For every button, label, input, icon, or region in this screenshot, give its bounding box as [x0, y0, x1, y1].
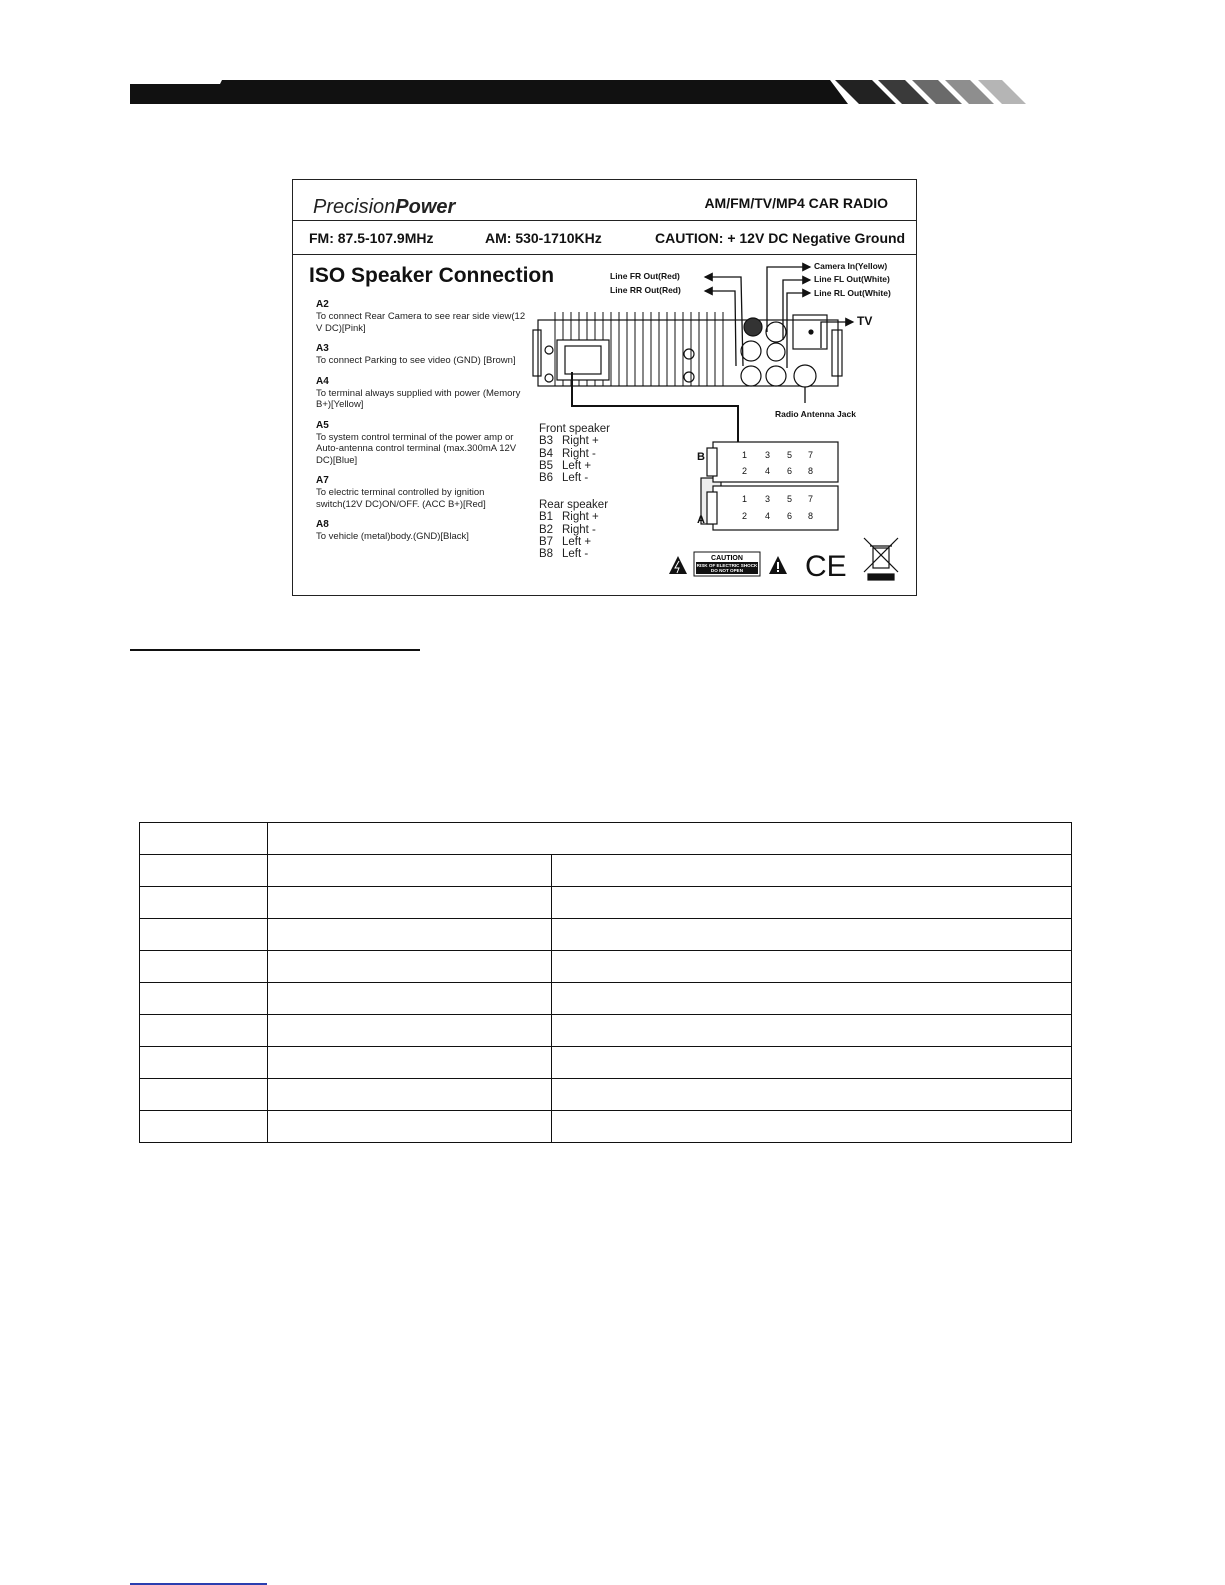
table-row: [140, 855, 1072, 887]
table-row: [140, 919, 1072, 951]
pin-number: 3: [765, 450, 771, 460]
caution-box-line2: DO NOT OPEN: [710, 568, 744, 573]
pin-number: 7: [808, 450, 814, 460]
camera-in-label: Camera In(Yellow): [814, 261, 888, 271]
line-rr-label: Line RR Out(Red): [610, 285, 681, 295]
table-cell: [268, 1111, 552, 1143]
table-cell: [140, 823, 268, 855]
pin-code: A7: [316, 475, 329, 486]
head-unit-rear: [533, 312, 842, 387]
table-cell: [140, 983, 268, 1015]
wiring-diagram: [293, 180, 918, 597]
pin-desc: To connect Rear Camera to see rear side view(12 V DC)[Pink]: [316, 311, 526, 334]
speaker-row: B1 Right +: [539, 511, 599, 524]
pin-code: A4: [316, 375, 329, 387]
table-cell: [552, 887, 1072, 919]
antenna-label: Radio Antenna Jack: [775, 409, 856, 419]
speaker-row: B8 Left -: [539, 548, 589, 561]
speaker-row: B4 Right -: [539, 447, 596, 460]
pin-desc: To system control terminal of the power amp or Auto-antenna control terminal (max.300mA 12V DC)[Blue]: [316, 431, 517, 466]
table-cell: [552, 983, 1072, 1015]
tv-label: TV: [857, 314, 873, 328]
table-cell: [552, 1047, 1072, 1079]
pin-code: A2: [316, 299, 329, 310]
weee-bin-icon: [864, 538, 898, 580]
header-band: [130, 80, 1070, 104]
pin-number: 5: [787, 450, 793, 460]
connector-a-label: A: [697, 514, 705, 526]
pin-number: 4: [765, 466, 771, 476]
table-cell: [140, 855, 268, 887]
table-cell: [552, 855, 1072, 887]
table-cell: [268, 919, 552, 951]
table-cell: [140, 1015, 268, 1047]
table-cell: [268, 951, 552, 983]
speaker-row: B7 Left +: [539, 535, 592, 548]
line-rl-label: Line RL Out(White): [814, 288, 891, 298]
table-cell: [552, 1111, 1072, 1143]
pin-desc: To electric terminal controlled by ignition switch(12V DC)ON/OFF. (ACC B+)[Red]: [316, 487, 486, 510]
table-cell: [268, 823, 1072, 855]
table-row: [140, 1015, 1072, 1047]
pin-desc: To terminal always supplied with power (Memory B+)[Yellow]: [316, 387, 521, 410]
table-row: [140, 983, 1072, 1015]
pin-number: 3: [765, 494, 771, 504]
pin-code: A5: [316, 419, 329, 431]
table-cell: [268, 983, 552, 1015]
brand-logo: PrecisionPower: [313, 196, 456, 218]
pin-number: 7: [808, 494, 814, 504]
pin-code: A8: [316, 519, 329, 530]
pin-number: 4: [765, 511, 771, 521]
iso-title: ISO Speaker Connection: [309, 264, 555, 287]
pin-number: 6: [787, 511, 793, 521]
connection-table: [139, 822, 1072, 1143]
table-cell: [552, 951, 1072, 983]
pin-number: 5: [787, 494, 793, 504]
pin-number: 1: [742, 450, 748, 460]
caution-box-title: CAUTION: [711, 555, 743, 562]
table-cell: [268, 1015, 552, 1047]
pin-number: 1: [742, 494, 748, 504]
line-fr-label: Line FR Out(Red): [610, 271, 680, 281]
table-cell: [552, 1015, 1072, 1047]
table-row: [140, 1111, 1072, 1143]
front-speaker-title: Front speaker: [539, 423, 610, 435]
table-cell: [552, 1079, 1072, 1111]
am-range: AM: 530-1710KHz: [485, 230, 602, 246]
section-rule: [130, 649, 420, 651]
table-cell: [268, 887, 552, 919]
rear-speaker-title: Rear speaker: [539, 499, 609, 511]
table-cell: [140, 887, 268, 919]
table-cell: [140, 1079, 268, 1111]
pin-number: 6: [787, 466, 793, 476]
table-cell: [140, 919, 268, 951]
pin-number: 8: [808, 466, 814, 476]
pin-number: 2: [742, 511, 748, 521]
table-cell: [268, 855, 552, 887]
line-fl-label: Line FL Out(White): [814, 274, 890, 284]
pin-desc: To connect Parking to see video (GND) [Brown]: [316, 355, 516, 366]
table-cell: [140, 951, 268, 983]
speaker-row: B6 Left -: [539, 472, 589, 485]
table-cell: [268, 1079, 552, 1111]
speaker-row: B5 Left +: [539, 459, 592, 472]
table-row: [140, 1047, 1072, 1079]
caution-box-line1: RISK OF ELECTRIC SHOCK: [696, 563, 758, 568]
connector-b-label: B: [697, 451, 705, 463]
rating-label: [292, 179, 917, 596]
shock-warning-icon: [669, 556, 687, 574]
table-row: [140, 1079, 1072, 1111]
attention-icon: [769, 556, 787, 574]
table-row: [140, 951, 1072, 983]
product-name: AM/FM/TV/MP4 CAR RADIO: [704, 195, 888, 211]
table-row: [140, 823, 1072, 855]
table-cell: [268, 1047, 552, 1079]
fm-range: FM: 87.5-107.9MHz: [309, 230, 434, 246]
table-cell: [140, 1111, 268, 1143]
pin-desc: To vehicle (metal)body.(GND)[Black]: [316, 531, 469, 542]
table-cell: [552, 919, 1072, 951]
table-row: [140, 887, 1072, 919]
pin-number: 2: [742, 466, 748, 476]
caution-text: CAUTION: + 12V DC Negative Ground: [655, 230, 906, 246]
ce-mark: CE: [805, 550, 847, 583]
pin-number: 8: [808, 511, 814, 521]
pin-code: A3: [316, 343, 329, 354]
speaker-row: B2 Right -: [539, 523, 596, 536]
speaker-row: B3 Right +: [539, 435, 599, 448]
table-cell: [140, 1047, 268, 1079]
